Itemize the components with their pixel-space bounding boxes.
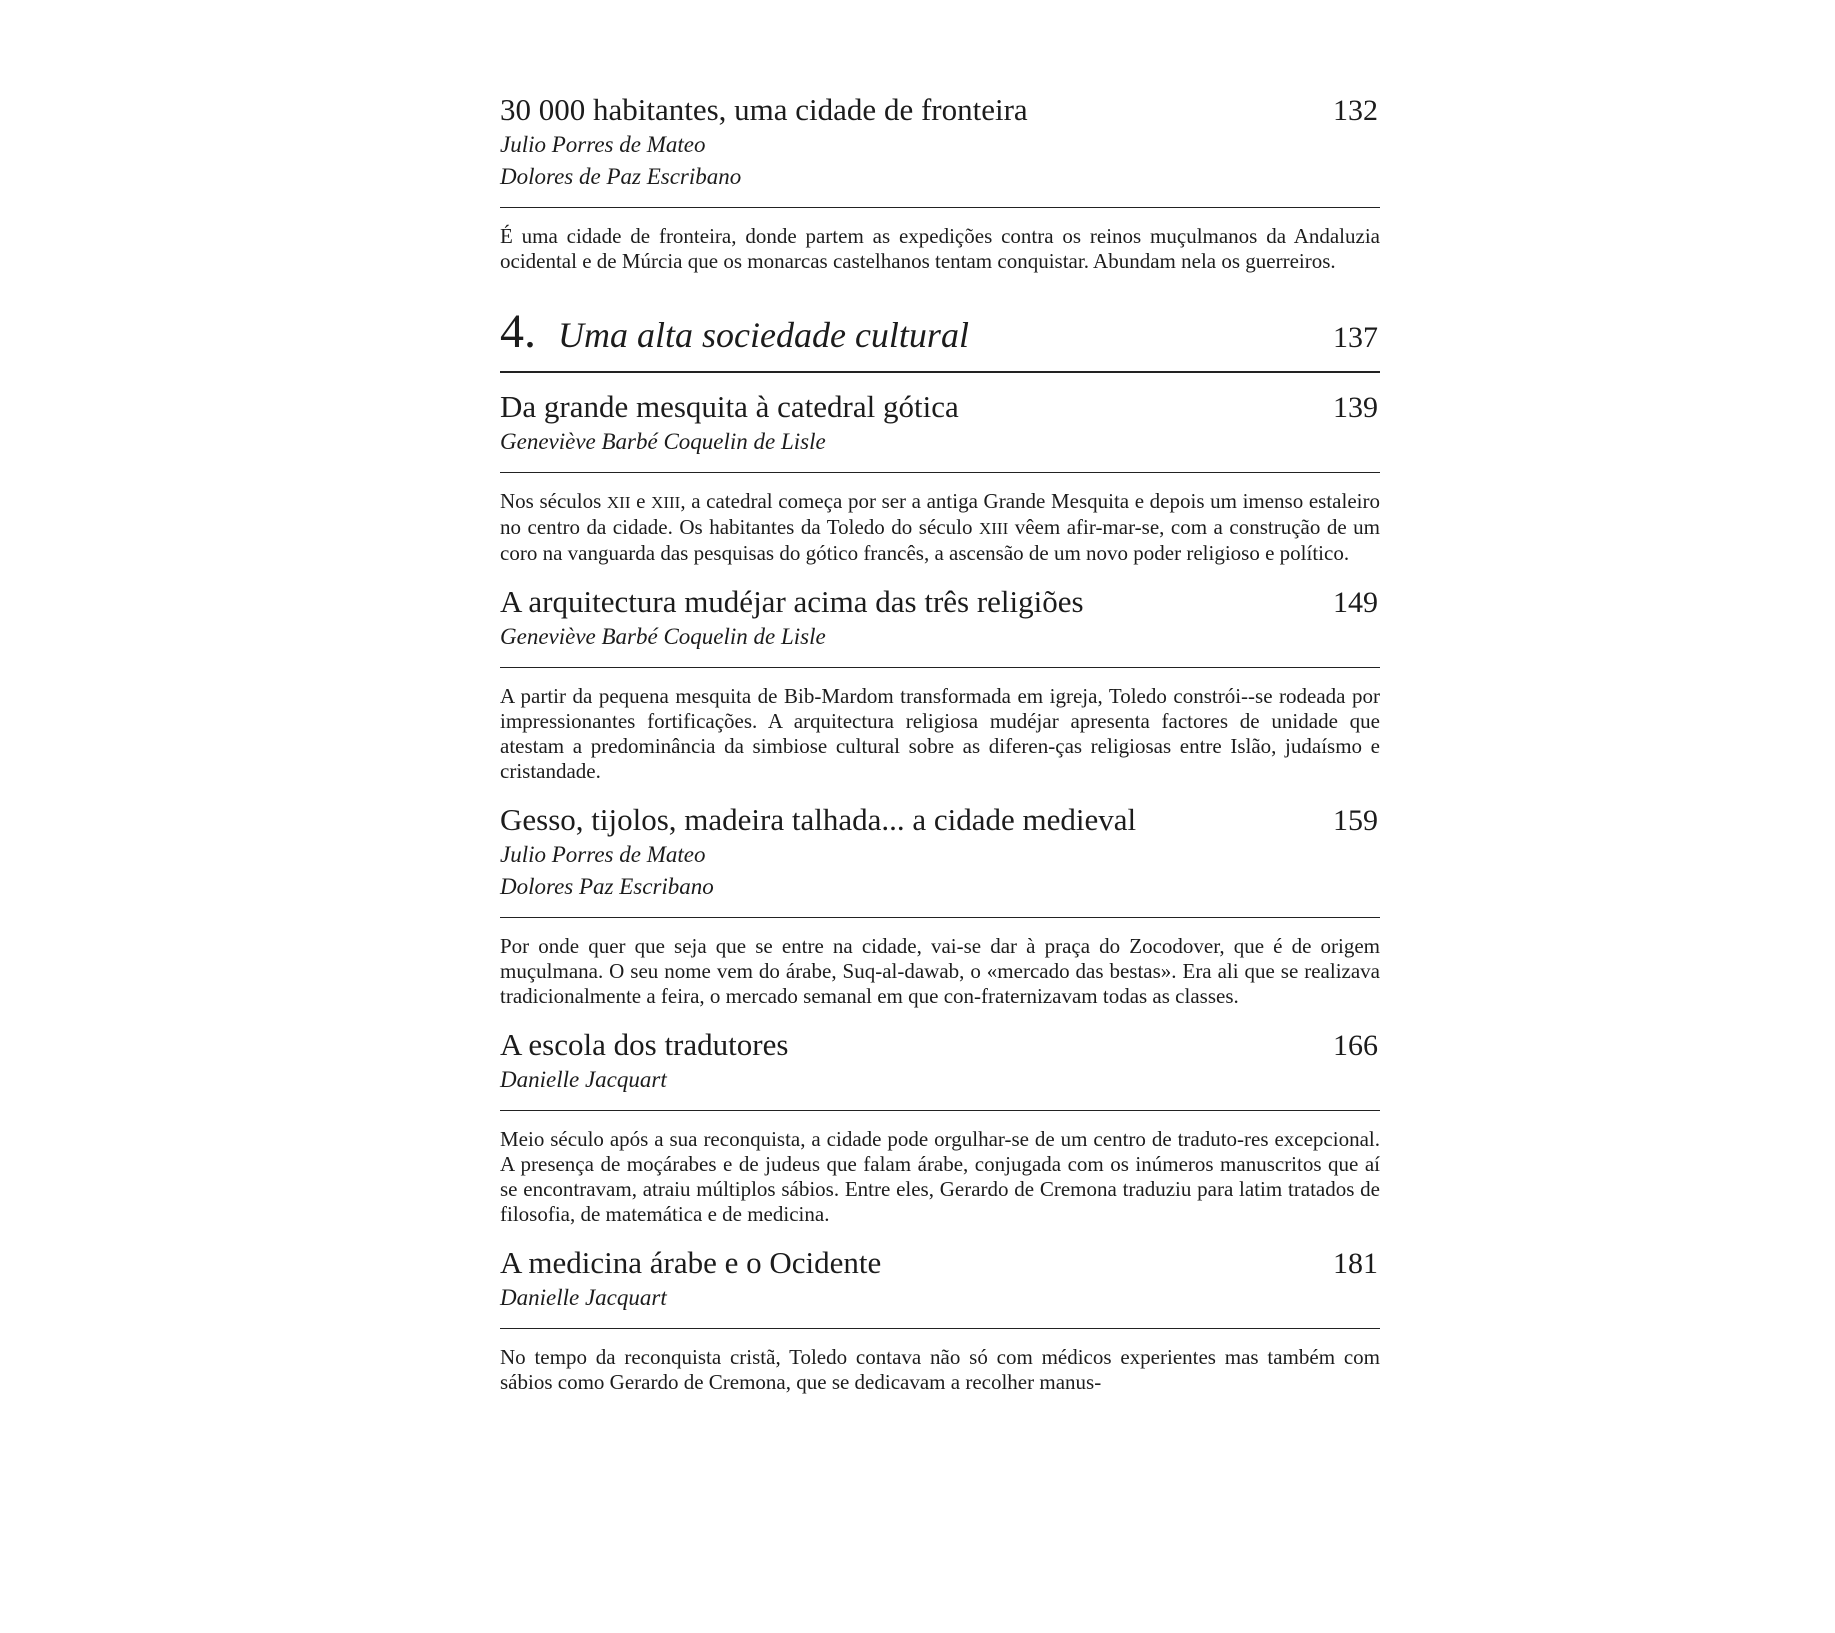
toc-entry — [500, 389, 1380, 566]
entry-heading — [500, 389, 1380, 426]
entry-page-number: 132 — [1333, 94, 1378, 127]
toc-page — [500, 92, 1380, 1413]
divider — [500, 1110, 1380, 1111]
divider — [500, 207, 1380, 208]
entry-title: A medicina árabe e o Ocidente — [500, 1245, 882, 1280]
entry-heading — [500, 802, 1380, 839]
divider — [500, 1328, 1380, 1329]
chapter-page-number: 137 — [1333, 321, 1378, 354]
entry-page-number: 181 — [1333, 1247, 1378, 1280]
entry-title: 30 000 habitantes, uma cidade de fronteira — [500, 92, 1028, 127]
entry-heading — [500, 92, 1380, 129]
toc-entry — [500, 92, 1380, 274]
entry-author: Geneviève Barbé Coquelin de Lisle — [500, 624, 826, 649]
entry-summary: No tempo da reconquista cristã, Toledo contava não só com médicos experientes mas também com sábios como Gerardo de Cremona, que se dedicavam a recolher manus- — [500, 1345, 1380, 1394]
entry-title: Gesso, tijolos, madeira talhada... a cidade medieval — [500, 802, 1137, 837]
entry-author: Julio Porres de Mateo — [500, 842, 706, 867]
entry-summary: A partir da pequena mesquita de Bib-Mardom transformada em igreja, Toledo constrói--se rodeada por impressionantes fortificações. A arquitectura religiosa mudéjar apresenta factores de unidade que atestam a predominância da simbiose cultural sobre as diferen-ças religiosas entre Islão, judaísmo e cristandade. — [500, 684, 1380, 783]
chapter-heading — [500, 304, 1380, 359]
entry-page-number: 139 — [1333, 391, 1378, 424]
entry-heading — [500, 1245, 1380, 1282]
chapter-number: 4. — [500, 305, 536, 358]
toc-entry — [500, 1245, 1380, 1395]
entry-page-number: 159 — [1333, 804, 1378, 837]
divider — [500, 667, 1380, 668]
toc-entry — [500, 1027, 1380, 1227]
entry-summary: É uma cidade de fronteira, donde partem as expedições contra os reinos muçulmanos da Andaluzia ocidental e de Múrcia que os monarcas castelhanos tentam conquistar. Abundam nela os guerreiros. — [500, 224, 1380, 273]
entry-title: A escola dos tradutores — [500, 1027, 789, 1062]
entry-author: Julio Porres de Mateo — [500, 132, 706, 157]
entry-summary: Nos séculos XII e XIII, a catedral começa por ser a antiga Grande Mesquita e depois um imenso estaleiro no centro da cidade. Os habitantes da Toledo do século XIII vêem afir-mar-se, com a construção de um coro na vanguarda das pesquisas do gótico francês, a ascensão de um novo poder religioso e político. — [500, 489, 1381, 565]
toc-entry — [500, 802, 1380, 1009]
toc-entry — [500, 584, 1380, 784]
entry-heading — [500, 1027, 1380, 1064]
entry-author: Dolores de Paz Escribano — [500, 164, 742, 189]
divider — [500, 917, 1380, 918]
entry-summary: Por onde quer que seja que se entre na cidade, vai-se dar à praça do Zocodover, que é de origem muçulmana. O seu nome vem do árabe, Suq-al-dawab, o «mercado das bestas». Era ali que se realizava tradicionalmente a feira, o mercado semanal em que con-fraternizavam todas as classes. — [500, 934, 1380, 1008]
entry-author: Danielle Jacquart — [500, 1067, 667, 1092]
entry-page-number: 166 — [1333, 1029, 1378, 1062]
chapter-title: Uma alta sociedade cultural — [558, 315, 969, 355]
entry-heading — [500, 584, 1380, 621]
entry-author: Dolores Paz Escribano — [500, 874, 714, 899]
entry-page-number: 149 — [1333, 586, 1378, 619]
entry-author: Geneviève Barbé Coquelin de Lisle — [500, 429, 826, 454]
entry-title: Da grande mesquita à catedral gótica — [500, 389, 959, 424]
entry-author: Danielle Jacquart — [500, 1285, 667, 1310]
chapter-divider — [500, 371, 1380, 373]
divider — [500, 472, 1380, 473]
entry-summary: Meio século após a sua reconquista, a cidade pode orgulhar-se de um centro de traduto-res excepcional. A presença de moçárabes e de judeus que falam árabe, conjugada com os inúmeros manuscritos que aí se encontravam, atraiu múltiplos sábios. Entre eles, Gerardo de Cremona traduziu para latim tratados de filosofia, de matemática e de medicina. — [500, 1127, 1380, 1226]
entry-title: A arquitectura mudéjar acima das três religiões — [500, 584, 1084, 619]
